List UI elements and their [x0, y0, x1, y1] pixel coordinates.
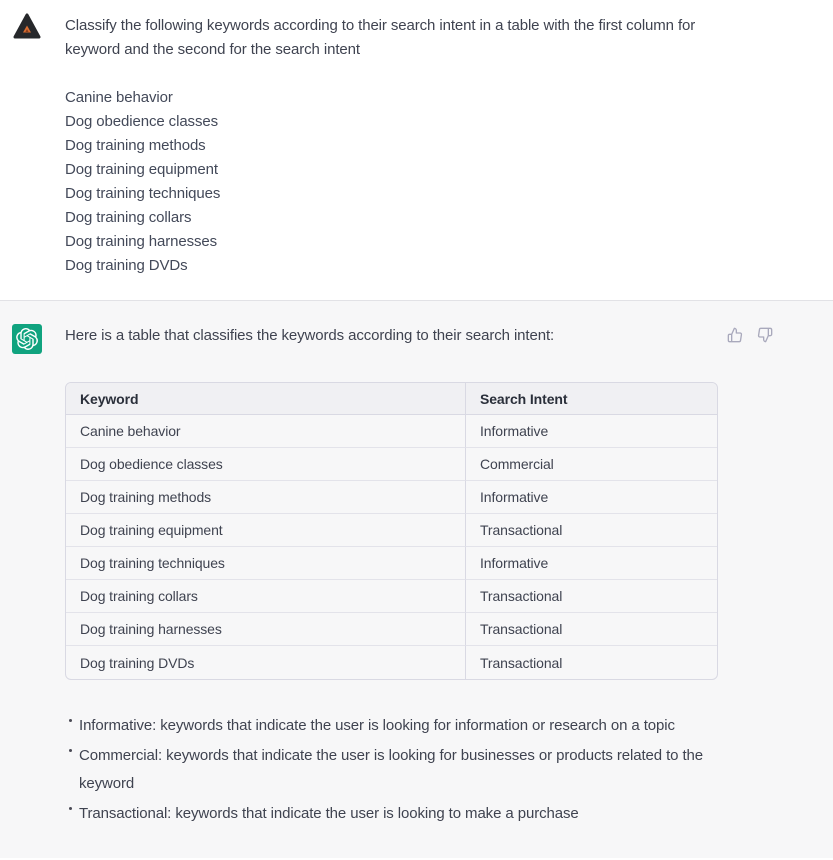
assistant-intro-row	[65, 324, 773, 348]
table-row	[66, 514, 717, 547]
thumbs-down-button[interactable]	[757, 327, 773, 343]
intent-cell: Informative	[466, 547, 717, 580]
keyword-cell: Dog training DVDs	[66, 646, 466, 679]
user-message-text: Classify the following keywords according to their search intent in a table with the first column for keyword and the second for the search intent	[65, 17, 696, 58]
user-message-content	[65, 12, 773, 278]
table-row	[66, 646, 717, 679]
table-row	[66, 415, 717, 448]
table-row	[66, 613, 717, 646]
intent-cell: Transactional	[480, 654, 563, 671]
thumbs-up-button[interactable]	[727, 327, 743, 343]
keyword-cell: Dog training methods	[66, 481, 466, 514]
openai-logo-icon	[16, 328, 38, 350]
intent-cell: Transactional	[466, 580, 717, 613]
keyword-line: Dog training harnesses	[65, 233, 218, 250]
intent-cell: Commercial	[466, 448, 717, 481]
table-header	[66, 383, 717, 415]
user-avatar	[12, 12, 42, 42]
intent-definition: Commercial: keywords that indicate the user is looking for businesses or products related to the keyword	[65, 742, 727, 798]
table-row	[66, 481, 717, 514]
table-body	[66, 415, 717, 679]
table-row	[66, 547, 717, 580]
keyword-cell: Dog training collars	[66, 580, 466, 613]
keyword-cell: Dog obedience classes	[66, 448, 466, 481]
assistant-intro-text: Here is a table that classifies the keywords according to their search intent:	[65, 327, 555, 344]
intent-cell: Informative	[466, 481, 717, 514]
thumbs-up-icon	[727, 327, 743, 343]
keyword-line: Dog training collars	[65, 209, 192, 226]
user-message-row	[0, 0, 833, 300]
keyword-list	[65, 86, 773, 278]
assistant-message-row	[0, 300, 833, 858]
keyword-line: Dog training equipment	[65, 161, 218, 178]
chatgpt-avatar	[12, 324, 42, 354]
intent-definition: Informative: keywords that indicate the user is looking for information or research on a topic	[65, 712, 727, 740]
assistant-message-content	[65, 324, 773, 830]
thumbs-down-icon	[757, 327, 773, 343]
keyword-line: Dog obedience classes	[65, 113, 218, 130]
intent-cell: Transactional	[466, 613, 717, 646]
table-row	[66, 448, 717, 481]
keyword-cell: Dog training equipment	[66, 514, 466, 547]
intent-cell: Transactional	[466, 514, 717, 547]
triangle-logo-icon	[12, 12, 42, 42]
table-header-row	[66, 383, 717, 415]
keyword-line: Canine behavior	[65, 89, 173, 106]
keyword-line: Dog training methods	[65, 137, 206, 154]
intent-column-header: Search Intent	[466, 383, 717, 415]
intent-definitions-list	[65, 712, 773, 828]
keyword-line: Dog training techniques	[65, 185, 221, 202]
intent-definition: Transactional: keywords that indicate the user is looking to make a purchase	[65, 800, 727, 828]
keyword-cell: Canine behavior	[66, 415, 466, 448]
feedback-controls	[727, 327, 773, 343]
table-row	[66, 580, 717, 613]
keyword-cell: Dog training harnesses	[66, 613, 466, 646]
keyword-line: Dog training DVDs	[65, 257, 188, 274]
keyword-cell: Dog training techniques	[66, 547, 466, 580]
keyword-column-header: Keyword	[66, 383, 466, 415]
intent-cell: Informative	[466, 415, 717, 448]
search-intent-table	[65, 382, 718, 680]
